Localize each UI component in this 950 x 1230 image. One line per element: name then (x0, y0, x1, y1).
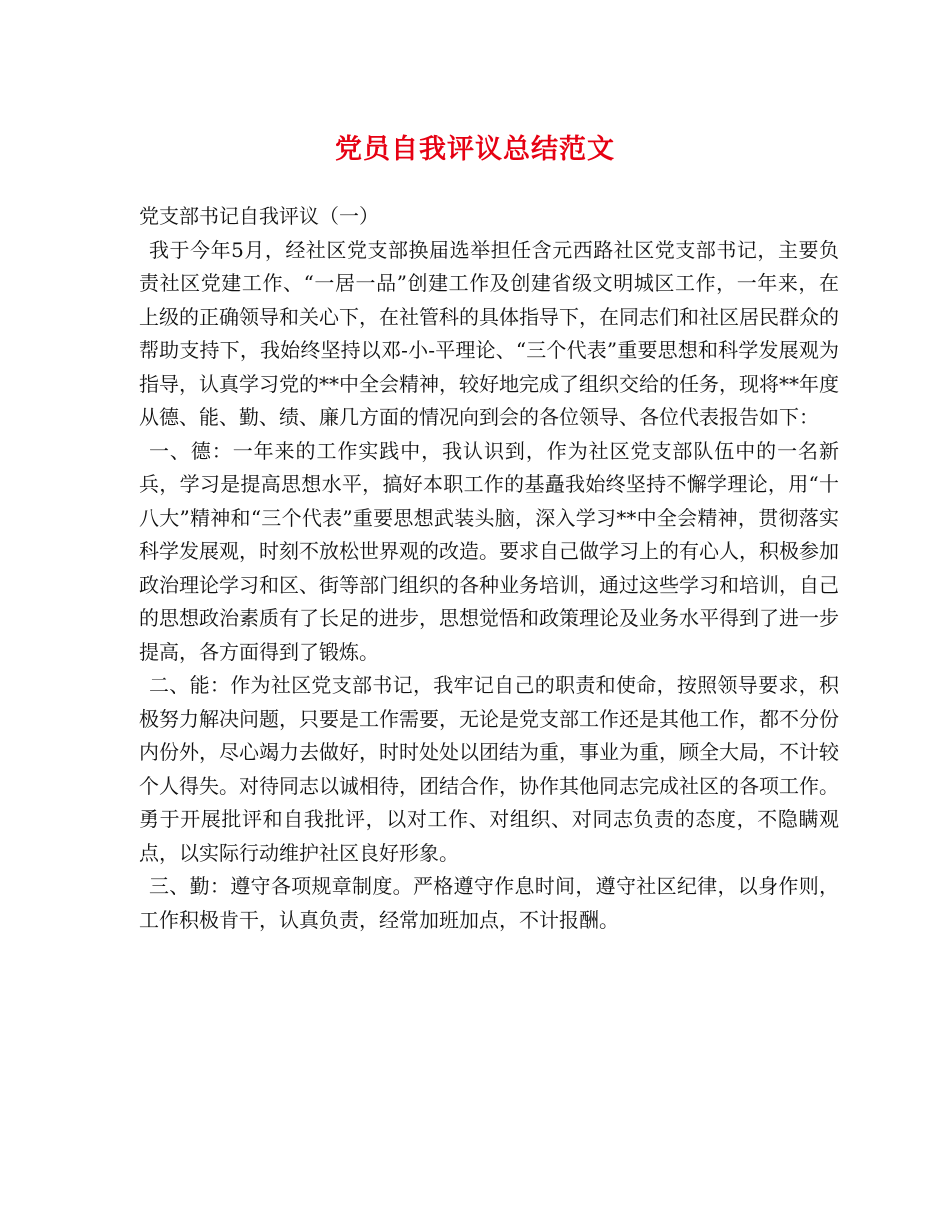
paragraph-ability: 二、能：作为社区党支部书记，我牢记自己的职责和使命，按照领导要求，积极努力解决问题，只要是工作需要，无论是党支部工作还是其他工作，都不分份内份外，尽心竭力去做好，时时处处以团结为重，事业为重，顾全大局，不计较个人得失。对待同志以诚相待，团结合作，协作其他同志完成社区的各项工作。勇于开展批评和自我批评，以对工作、对组织、对同志负责的态度，不隐瞒观点，以实际行动维护社区良好形象。 (139, 673, 839, 865)
paragraph-virtue: 一、德：一年来的工作实践中，我认识到，作为社区党支部队伍中的一名新兵，学习是提高思想水平，搞好本职工作的基矗我始终坚持不懈学理论，用“十八大”精神和“三个代表”重要思想武装头脑，深入学习**中全会精神，贯彻落实科学发展观，时刻不放松世界观的改造。要求自己做学习上的有心人，积极参加政治理论学习和区、街等部门组织的各种业务培训，通过这些学习和培训，自己的思想政治素质有了长足的进步，思想觉悟和政策理论及业务水平得到了进一步提高，各方面得到了锻炼。 (139, 438, 839, 664)
section-heading: 党支部书记自我评议（一） (139, 204, 379, 228)
document-title: 党员自我评议总结范文 (335, 134, 615, 165)
paragraph-intro: 我于今年5月，经社区党支部换届选举担任含元西路社区党支部书记，主要负责社区党建工作、“一居一品”创建工作及创建省级文明城区工作，一年来，在上级的正确领导和关心下，在社管科的具体指导下，在同志们和社区居民群众的帮助支持下，我始终坚持以邓-小-平理论、“三个代表”重要思想和科学发展观为指导，认真学习党的**中全会精神，较好地完成了组织交给的任务，现将**年度从德、能、勤、绩、廉几方面的情况向到会的各位领导、各位代表报告如下： (139, 237, 839, 429)
document-body (139, 200, 839, 937)
paragraph-diligence: 三、勤：遵守各项规章制度。严格遵守作息时间，遵守社区纪律，以身作则，工作积极肯干，认真负责，经常加班加点，不计报酬。 (139, 874, 839, 932)
